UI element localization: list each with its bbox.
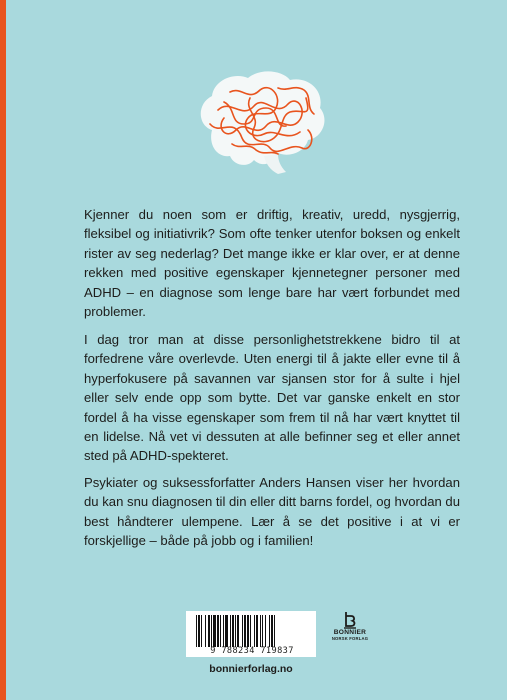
barcode-bar (244, 615, 246, 647)
bonnier-logo-icon (343, 611, 357, 629)
brain-shape (201, 71, 325, 165)
orange-spine-edge (0, 0, 6, 700)
barcode-bar (250, 615, 251, 647)
barcode-bar (274, 615, 275, 647)
barcode-bar (213, 615, 216, 647)
blurb-paragraph-2: I dag tror man at disse personlighetstrekkene bidro til at forfedrene våre overlevde. Uten energi til å jakte eller evne til å hyperfokusere på savannen var sjansen stor for å sulte i hjel eller selv ende opp som bytte. Det var ganske enkelt en stor fordel å ha visse egenskaper som frem til nå har vært knyttet til en lidelse. Nå vet vi dessuten at alle befinner seg et eller annet sted på ADHD-spekteret. (84, 332, 460, 464)
barcode-bar (254, 615, 255, 647)
blurb-paragraph-1: Kjenner du noen som er driftig, kreativ, uredd, nysgjerrig, fleksibel og initiativrik? Som ofte tenker utenfor boksen og enkelt rister av seg nederlag? Det mange ikke er klar over, er at denne rekken med positive egenskaper kjennetegner personer med ADHD – en diagnose som lenge bare har vært forbundet med problemer. (84, 207, 460, 320)
barcode-bar (225, 615, 228, 647)
barcode-bar (235, 615, 236, 647)
barcode-bar (262, 615, 263, 647)
blurb-paragraph-3: Psykiater og suksessforfatter Anders Hansen viser her hvordan du kan snu diagnosen til din eller ditt barns fordel, og hvordan du best håndterer ulempene. Lær å se det positive i at vi er forskjellige – både på jobb og i familien! (84, 475, 460, 549)
publisher-subtitle: NORSK FORLAG (331, 636, 369, 641)
brain-illustration-icon (190, 68, 330, 178)
barcode-bar (217, 615, 219, 647)
barcode-bar (237, 615, 239, 647)
barcode-bar (208, 615, 210, 647)
barcode-bar (211, 615, 212, 647)
barcode-bar (196, 615, 197, 647)
barcode-bar (198, 615, 200, 647)
barcode-bar (269, 615, 270, 647)
barcode-bar (230, 615, 231, 647)
publisher-name: BONNIER (333, 629, 367, 636)
bonnier-logo (330, 611, 370, 649)
publisher-website: bonnierforlag.no (209, 663, 293, 675)
barcode-bar (220, 615, 221, 647)
barcode-bar (223, 615, 224, 647)
isbn-number: 9 788234 719837 (210, 646, 294, 656)
barcode-bar (260, 615, 261, 647)
barcode-bar (242, 615, 243, 647)
barcode-bar (201, 615, 202, 647)
isbn-barcode (186, 611, 316, 657)
brainstem (264, 154, 286, 174)
barcode-icon (196, 615, 310, 647)
barcode-bar (205, 615, 206, 647)
barcode-bar (265, 615, 266, 647)
barcode-bar (271, 615, 273, 647)
barcode-bar (232, 615, 234, 647)
barcode-bar (247, 615, 249, 647)
barcode-bar (256, 615, 258, 647)
